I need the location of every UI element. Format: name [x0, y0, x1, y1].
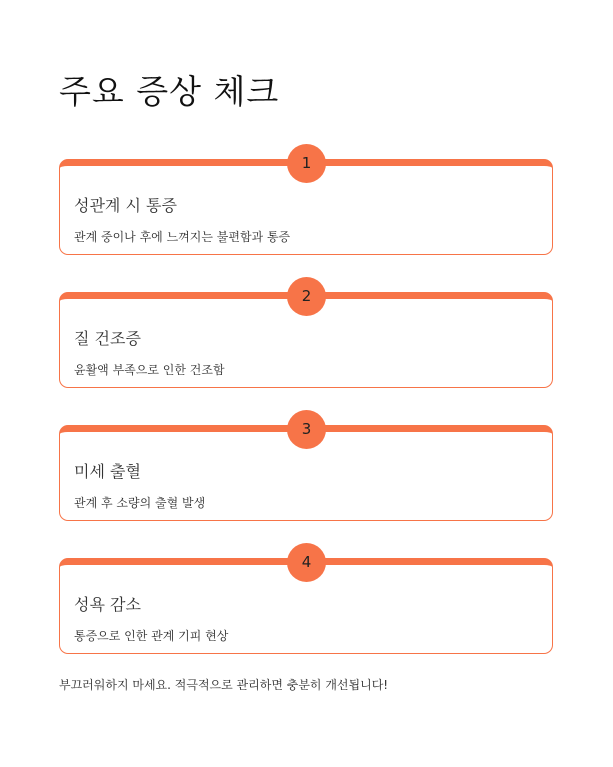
step-number-badge: 3 [287, 410, 326, 449]
symptom-title: 성관계 시 통증 [74, 196, 177, 215]
step-number-badge: 1 [287, 144, 326, 183]
symptom-card-4 [59, 553, 553, 654]
footer-note: 부끄러워하지 마세요. 적극적으로 관리하면 충분히 개선됩니다! [59, 678, 389, 692]
symptom-title: 질 건조증 [74, 329, 141, 348]
symptom-description: 통증으로 인한 관계 기피 현상 [74, 629, 229, 643]
symptom-card-3 [59, 420, 553, 521]
symptom-title: 성욕 감소 [74, 595, 141, 614]
symptom-title: 미세 출혈 [74, 462, 141, 481]
symptom-description: 윤활액 부족으로 인한 건조함 [74, 363, 225, 377]
step-number-badge: 2 [287, 277, 326, 316]
symptom-description: 관계 후 소량의 출혈 발생 [74, 496, 206, 510]
symptom-card-1 [59, 154, 553, 255]
step-number-badge: 4 [287, 543, 326, 582]
symptom-card-2 [59, 287, 553, 388]
symptom-description: 관계 중이나 후에 느껴지는 불편함과 통증 [74, 230, 291, 244]
page-title: 주요 증상 체크 [59, 72, 280, 111]
